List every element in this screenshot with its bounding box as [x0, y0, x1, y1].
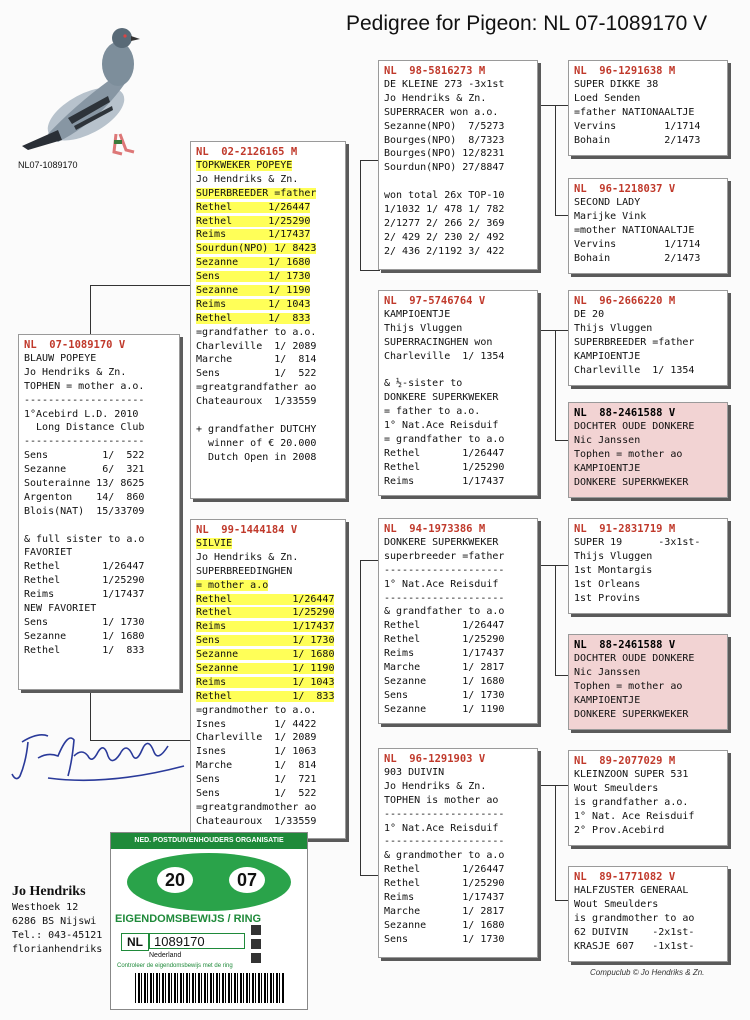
card-line: Wout Smeulders: [574, 898, 659, 910]
ring-nl: NL: [121, 933, 149, 951]
card-line: DE KLEINE 273 -3x1st: [384, 79, 505, 90]
card-line: Reims 1/17437: [384, 648, 505, 660]
card-line: Sens 1/ 1730: [196, 635, 335, 647]
card-line: DE 20: [574, 309, 605, 320]
card-line: --------------------: [384, 808, 505, 820]
owner-line: florianhendriks: [12, 944, 103, 955]
card-line: 1st Montargis: [574, 564, 653, 576]
card-line: SUPERRACINGHEN won: [384, 336, 493, 348]
card-line: Tophen = mother ao: [574, 448, 683, 460]
card-line: 1° Nat.Ace Reisduif: [384, 420, 499, 432]
card-line: =grandfather to a.o.: [196, 326, 317, 338]
card-line: 903 DUIVIN: [384, 767, 445, 778]
card-line: 2/ 429 2/ 230 2/ 492: [384, 231, 505, 243]
card-line: Sezanne 1/ 1680: [196, 257, 311, 269]
card-line: Argenton 14/ 860: [24, 491, 145, 503]
card-line: Sens 1/ 1730: [24, 616, 145, 628]
card-line: Charleville 1/ 1354: [384, 350, 505, 362]
card-line: Isnes 1/ 4422: [196, 718, 317, 730]
card-line: SUPERRACER won a.o.: [384, 106, 499, 118]
card-line: Rethel 1/25290: [384, 634, 505, 646]
card-line: KRASJE 607 -1x1st-: [574, 940, 695, 952]
card-line: Sezanne 1/ 1680: [384, 675, 505, 687]
card-header: NL 96-2666220 M: [574, 295, 676, 307]
card-line: Marche 1/ 2817: [384, 662, 505, 674]
card-line: winner of € 20.000: [196, 437, 317, 449]
card-line: & grandfather to a.o: [384, 606, 505, 618]
card-line: Thijs Vluggen: [574, 322, 653, 334]
card-line: & ½-sister to: [384, 378, 463, 390]
card-line: Reims 1/17437: [384, 475, 505, 487]
card-line: Blois(NAT) 15/33709: [24, 505, 145, 517]
card-line: Rethel 1/26447: [384, 620, 505, 632]
card-line: Rethel 1/25290: [384, 461, 505, 473]
card-line: Sezanne 1/ 1680: [196, 649, 335, 661]
card-line: Rethel 1/25290: [24, 575, 145, 587]
card-line: Marche 1/ 814: [196, 354, 317, 366]
pedigree-card-ggp-8: [568, 866, 728, 962]
card-line: Rethel 1/25290: [196, 215, 311, 227]
card-line: Rethel 1/25290: [196, 607, 335, 619]
card-line: DONKERE SUPERKWEKER: [574, 476, 689, 488]
owner-line: Tel.: 043-45121: [12, 930, 103, 941]
card-line: Sens 1/ 522: [196, 368, 317, 380]
card-line: Sezanne 1/ 1680: [384, 919, 505, 931]
card-line: won total 26x TOP-10: [384, 190, 505, 202]
card-header: NL 88-2461588 V: [574, 639, 676, 651]
card-line: Nic Janssen: [574, 666, 641, 678]
card-line: Sezanne(NPO) 7/5273: [384, 120, 505, 132]
card-line: SUPERBREEDER =father: [196, 187, 317, 199]
card-line: Sens 1/ 1730: [384, 933, 505, 945]
card-header: NL 98-5816273 M: [384, 65, 486, 77]
owner-name: Jo Hendriks: [12, 884, 86, 899]
card-line: --------------------: [384, 564, 505, 576]
card-header: NL 96-1291638 M: [574, 65, 676, 77]
card-line: Rethel 1/26447: [384, 864, 505, 876]
card-line: KAMPIOENTJE: [574, 350, 641, 362]
card-line: 2/ 436 2/1192 3/ 422: [384, 245, 505, 257]
card-line: =father NATIONAALTJE: [574, 106, 695, 118]
card-line: Sezanne 1/ 1190: [196, 285, 311, 297]
card-line: Isnes 1/ 1063: [196, 746, 317, 758]
pigeon-photo: [18, 22, 143, 162]
card-line: BLAUW POPEYE: [24, 353, 97, 364]
card-line: Marijke Vink: [574, 210, 647, 222]
card-line: Charleville 1/ 2089: [196, 732, 317, 744]
card-line: Vervins 1/1714: [574, 120, 701, 132]
card-line: Rethel 1/ 833: [196, 690, 335, 702]
card-line: Sens 1/ 1730: [384, 689, 505, 701]
card-line: Rethel 1/ 833: [196, 312, 311, 324]
card-line: =grandmother to a.o.: [196, 704, 317, 716]
card-line: Nic Janssen: [574, 434, 641, 446]
card-line: Bohain 2/1473: [574, 252, 701, 264]
card-line: Sourdun(NPO) 27/8847: [384, 162, 505, 174]
card-line: HALFZUSTER GENERAAL: [574, 885, 689, 896]
card-line: TOPKWEKER POPEYE: [196, 160, 293, 171]
card-line: DOCHTER OUDE DONKERE: [574, 421, 695, 432]
card-line: Reims 1/17437: [196, 621, 335, 633]
ring-logo: [127, 853, 291, 911]
card-line: [384, 175, 532, 189]
pedigree-card-maternal-grandfather: [378, 518, 538, 724]
pedigree-card-ggp-3: [568, 290, 728, 386]
ring-year-right: 07: [229, 867, 265, 893]
owner-line: Westhoek 12: [12, 902, 79, 913]
card-line: Rethel 1/25290: [384, 878, 505, 890]
ring-org: NED. POSTDUIVENHOUDERS ORGANISATIE: [134, 837, 284, 844]
card-line: KAMPIOENTJE: [574, 462, 641, 474]
card-line: Loed Senden: [574, 92, 641, 104]
ring-number: 1089170: [149, 933, 245, 949]
card-line: = father to a.o.: [384, 406, 481, 418]
card-line: [24, 519, 174, 533]
card-line: is grandfather a.o.: [574, 796, 689, 808]
card-line: Jo Hendriks & Zn.: [196, 551, 299, 563]
pedigree-card-subject: [18, 334, 180, 690]
card-line: Thijs Vluggen: [384, 322, 463, 334]
card-line: 1° Nat.Ace Reisduif: [384, 578, 499, 590]
card-line: Tophen = mother ao: [574, 680, 683, 692]
card-line: Charleville 1/ 1354: [574, 364, 695, 376]
card-line: Sezanne 6/ 321: [24, 464, 145, 476]
card-line: DOCHTER OUDE DONKERE: [574, 653, 695, 664]
card-header: NL 91-2831719 M: [574, 523, 676, 535]
card-line: 62 DUIVIN -2x1st-: [574, 926, 695, 938]
pedigree-card-ggp-2: [568, 178, 728, 274]
card-line: = mother a.o: [196, 579, 269, 591]
card-line: Sezanne 1/ 1680: [24, 630, 145, 642]
card-line: Jo Hendriks & Zn.: [384, 780, 487, 792]
card-line: --------------------: [384, 592, 505, 604]
card-line: & grandmother to a.o: [384, 850, 505, 862]
card-line: KAMPIOENTJE: [384, 309, 451, 320]
card-header: NL 97-5746764 V: [384, 295, 486, 307]
ring-footnote: Controleer de eigendomsbewijs met de ring: [117, 963, 233, 969]
card-line: Thijs Vluggen: [574, 550, 653, 562]
ring-band: EIGENDOMSBEWIJS / RING: [115, 913, 262, 925]
card-line: --------------------: [24, 394, 145, 406]
card-line: Rethel 1/26447: [384, 447, 505, 459]
ring-square-p: [251, 939, 261, 949]
card-line: Charleville 1/ 2089: [196, 340, 317, 352]
card-line: SUPER DIKKE 38: [574, 79, 659, 90]
footer-credit: Compuclub © Jo Hendriks & Zn.: [590, 968, 705, 977]
card-line: DONKERE SUPERKWEKER: [384, 392, 499, 404]
card-line: Rethel 1/26447: [196, 201, 311, 213]
card-line: 1° Nat. Ace Reisduif: [574, 810, 695, 822]
card-line: Bohain 2/1473: [574, 134, 701, 146]
card-line: Jo Hendriks & Zn.: [196, 173, 299, 185]
card-line: =greatgrandmother ao: [196, 801, 317, 813]
ring-square-o: [251, 953, 261, 963]
card-line: + grandfather DUTCHY: [196, 423, 317, 435]
card-line: DONKERE SUPERKWEKER: [574, 708, 689, 720]
card-line: 1° Nat.Ace Reisduif: [384, 822, 499, 834]
card-line: Reims 1/ 1043: [196, 676, 335, 688]
card-line: Reims 1/17437: [24, 589, 145, 601]
card-line: Rethel 1/ 833: [24, 644, 145, 656]
card-line: Dutch Open in 2008: [196, 451, 317, 463]
pedigree-card-ggp-4: [568, 402, 728, 498]
card-line: = grandfather to a.o: [384, 434, 505, 446]
pedigree-card-maternal-grandmother: [378, 748, 538, 958]
ring-header: [111, 833, 307, 849]
card-header: NL 02-2126165 M: [196, 146, 298, 158]
card-line: --------------------: [24, 436, 145, 448]
pedigree-card-father: [190, 141, 346, 499]
card-header: NL 89-1771082 V: [574, 871, 676, 883]
pedigree-card-paternal-grandmother: [378, 290, 538, 496]
card-line: Souterainne 13/ 8625: [24, 478, 145, 490]
card-line: Marche 1/ 2817: [384, 905, 505, 917]
card-line: 1st Orleans: [574, 578, 641, 590]
pedigree-card-ggp-6: [568, 634, 728, 730]
card-line: 2° Prov.Acebird: [574, 824, 665, 836]
card-line: Reims 1/17437: [384, 892, 505, 904]
card-line: Long Distance Club: [24, 422, 145, 434]
card-line: 1/1032 1/ 478 1/ 782: [384, 204, 505, 216]
card-line: Reims 1/ 1043: [196, 298, 311, 310]
card-line: SUPERBREEDINGHEN: [196, 565, 293, 577]
card-line: [384, 364, 532, 378]
card-line: Rethel 1/26447: [196, 593, 335, 605]
card-line: Jo Hendriks & Zn.: [24, 366, 127, 378]
card-line: Bourges(NPO) 12/8231: [384, 148, 505, 160]
pedigree-card-ggp-7: [568, 750, 728, 846]
ring-square-n: [251, 925, 261, 935]
owner-signature: [8, 712, 188, 792]
ring-country: Nederland: [149, 952, 182, 959]
card-line: KAMPIOENTJE: [574, 694, 641, 706]
card-line: Sourdun(NPO) 1/ 8423: [196, 243, 317, 255]
card-header: NL 96-1218037 V: [574, 183, 676, 195]
owner-line: 6286 BS Nijswi: [12, 916, 97, 927]
card-line: FAVORIET: [24, 547, 73, 559]
card-line: KLEINZOON SUPER 531: [574, 769, 689, 780]
card-line: 1st Provins: [574, 592, 641, 604]
ring-barcode: [135, 973, 285, 1003]
pedigree-card-ggp-5: [568, 518, 728, 614]
card-line: TOPHEN = mother a.o.: [24, 380, 145, 392]
card-line: Sens 1/ 522: [24, 450, 145, 462]
pedigree-card-ggp-1: [568, 60, 728, 156]
card-line: Sezanne 1/ 1190: [196, 663, 335, 675]
card-line: SUPERBREEDER =father: [574, 336, 695, 348]
card-line: & full sister to a.o: [24, 533, 145, 545]
card-header: NL 88-2461588 V: [574, 407, 676, 419]
owner-address: [12, 883, 102, 957]
card-header: NL 07-1089170 V: [24, 339, 126, 351]
card-header: NL 89-2077029 M: [574, 755, 676, 767]
card-line: DONKERE SUPERKWEKER: [384, 537, 499, 548]
card-line: Chateauroux 1/33559: [196, 396, 317, 408]
card-header: NL 96-1291903 V: [384, 753, 486, 765]
pedigree-card-mother: [190, 519, 346, 839]
card-header: NL 94-1973386 M: [384, 523, 486, 535]
card-line: =mother NATIONAALTJE: [574, 224, 695, 236]
card-line: Wout Smeulders: [574, 782, 659, 794]
card-line: NEW FAVORIET: [24, 603, 97, 615]
card-line: Jo Hendriks & Zn.: [384, 92, 487, 104]
page-title: Pedigree for Pigeon: NL 07-1089170 V: [346, 12, 708, 35]
card-line: Chateauroux 1/33559: [196, 815, 317, 827]
card-line: Bourges(NPO) 8/7323: [384, 134, 505, 146]
card-line: --------------------: [384, 836, 505, 848]
card-line: =greatgrandfather ao: [196, 382, 317, 394]
card-line: is grandmother to ao: [574, 912, 695, 924]
ring-certificate: [110, 832, 308, 1010]
card-line: SILVIE: [196, 538, 233, 549]
card-line: Rethel 1/26447: [24, 561, 145, 573]
card-line: Sens 1/ 721: [196, 774, 317, 786]
card-line: Marche 1/ 814: [196, 760, 317, 772]
card-line: Sens 1/ 1730: [196, 271, 311, 283]
card-line: SECOND LADY: [574, 197, 641, 208]
card-line: [196, 409, 340, 423]
card-line: superbreeder =father: [384, 550, 505, 562]
card-line: Sezanne 1/ 1190: [384, 703, 505, 715]
card-line: SUPER 19 -3x1st-: [574, 537, 701, 548]
card-line: 1°Acebird L.D. 2010: [24, 408, 139, 420]
pedigree-card-paternal-grandfather: [378, 60, 538, 270]
card-line: Vervins 1/1714: [574, 238, 701, 250]
card-header: NL 99-1444184 V: [196, 524, 298, 536]
card-line: Reims 1/17437: [196, 229, 311, 241]
card-line: 2/1277 2/ 266 2/ 369: [384, 217, 505, 229]
ring-year-left: 20: [157, 867, 193, 893]
photo-caption: NL07-1089170: [18, 160, 78, 170]
card-line: Sens 1/ 522: [196, 788, 317, 800]
card-line: TOPHEN is mother ao: [384, 794, 499, 806]
